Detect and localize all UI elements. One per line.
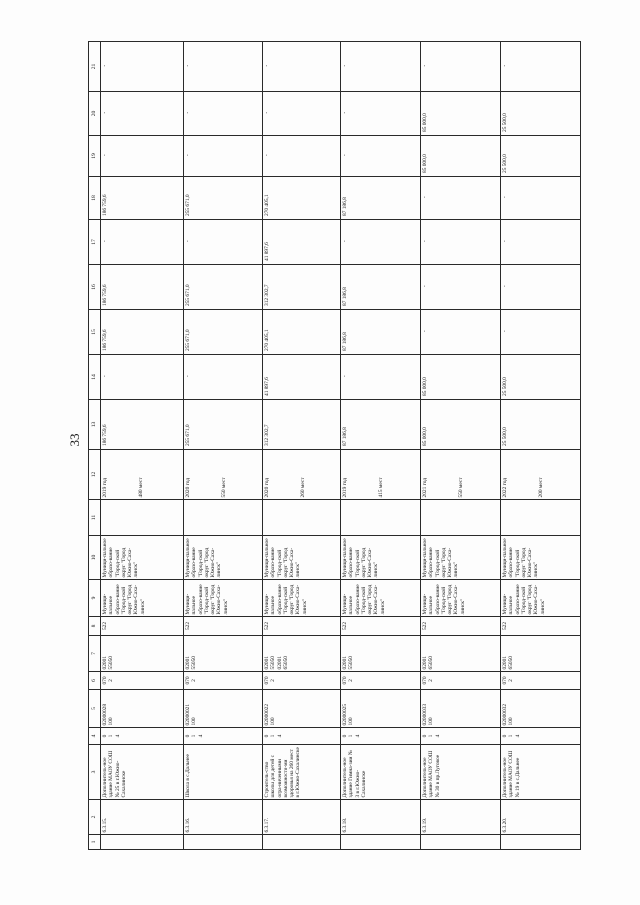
cell-col-17 [101,220,184,265]
cell-text: Муници-пальное образо-вание "Город-ской округ "Город Южно-Саха-линск" [102,538,140,578]
cell-text: - [422,240,428,243]
cell-col-20 [501,92,581,136]
cell-col-21 [341,42,421,92]
cell-col-12 [184,450,263,500]
cell-text: - [102,375,108,378]
cell-col-14 [263,355,341,400]
cell-col-20 [341,92,421,136]
column-number-14: 14 [89,355,101,400]
column-number-9: 9 [89,580,101,617]
cell-col-13 [263,400,341,450]
cell-col-16 [421,265,501,310]
cell-col-5 [501,690,581,728]
cell-text: 200 мест [538,477,545,498]
cell-text: 186 759,6 [102,194,108,216]
cell-col-6 [501,672,581,690]
cell-col-2 [184,800,263,835]
cell-col-18 [421,177,501,220]
cell-text: 014 [102,734,121,738]
cell-text: 0702 [185,676,198,685]
cell-col-12 [341,450,421,500]
cell-col-4 [421,728,501,745]
column-number-20: 20 [89,92,101,136]
cell-text: - [502,330,508,333]
cell-col-13 [101,400,184,450]
cell-text: 0702 [264,676,277,685]
cell-col-3 [341,745,421,800]
cell-text: 186 759,6 [102,329,108,351]
cell-col-2 [263,800,341,835]
cell-col-18 [184,177,263,220]
cell-col-8 [421,617,501,636]
cell-col-21 [184,42,263,92]
cell-text: 550 мест [458,477,465,498]
cell-col-10 [184,536,263,580]
column-number-12: 12 [89,450,101,500]
cell-text: - [502,64,508,67]
cell-col-21 [501,42,581,92]
cell-text: - [102,154,108,157]
cell-col-9 [184,580,263,617]
column-number-21: 21 [89,42,101,92]
cell-text: Дополнитель-ное здание МАОУ СОШ № 19 в с.Дальнее [502,750,521,798]
cell-text: 014 [264,734,283,738]
cell-col-6 [101,672,184,690]
cell-text: 2020 год [185,478,191,498]
cell-col-15 [341,310,421,355]
cell-text: 0702 [422,676,435,685]
cell-text: 85 000,0 [422,427,428,446]
cell-col-1 [101,835,184,850]
cell-col-17 [263,220,341,265]
cell-col-11 [101,500,184,536]
cell-text: 87 186,8 [342,427,348,446]
cell-col-5 [341,690,421,728]
cell-col-8 [101,617,184,636]
table-body [101,42,581,850]
cell-col-1 [263,835,341,850]
cell-col-2 [101,800,184,835]
cell-text: - [422,196,428,199]
cell-col-5 [263,690,341,728]
cell-text: - [102,64,108,67]
cell-col-16 [341,265,421,310]
cell-col-4 [501,728,581,745]
cell-text: - [342,64,348,67]
cell-col-18 [501,177,581,220]
cell-text: 014 [342,734,361,738]
table-row [263,42,341,850]
cell-col-4 [101,728,184,745]
cell-text: - [502,285,508,288]
cell-text: 6.3.18. [342,817,348,833]
cell-col-10 [263,536,341,580]
program-table [88,41,581,850]
cell-col-6 [421,672,501,690]
cell-text: 312 302,7 [264,424,270,446]
cell-col-20 [101,92,184,136]
cell-col-1 [421,835,501,850]
cell-text: 480 мест [138,477,145,498]
cell-text: - [264,154,270,157]
column-number-3: 3 [89,745,101,800]
cell-col-14 [421,355,501,400]
cell-text: 2020 год [264,478,270,498]
cell-text: Дополнитель-ное здание МАОУ СОШ № 30 в пр.Луговое [422,750,441,798]
cell-col-11 [263,500,341,536]
cell-text: Муници-пальное образо-вание "Город-ской округ "Город Южно-Саха-линск" [502,538,540,578]
cell-col-3 [501,745,581,800]
table-row [101,42,184,850]
cell-text: 02001 55050 [102,656,115,670]
cell-col-4 [263,728,341,745]
cell-text: - [422,64,428,67]
cell-col-8 [263,617,341,636]
cell-col-20 [421,92,501,136]
cell-text: Муници-пальное образо-вание "Город-ской округ "Город Южно-Саха-линск" [185,584,229,615]
cell-col-3 [101,745,184,800]
cell-text: - [185,64,191,67]
cell-text: 02000032 100 [502,703,515,726]
cell-col-17 [341,220,421,265]
cell-col-15 [421,310,501,355]
cell-text: 014 [502,734,521,738]
cell-col-12 [263,450,341,500]
cell-col-3 [263,745,341,800]
cell-text: 255 671,0 [185,284,191,306]
cell-text: - [185,154,191,157]
cell-text: - [342,111,348,114]
cell-text: - [185,375,191,378]
cell-col-8 [501,617,581,636]
cell-col-4 [341,728,421,745]
cell-text: 522 [502,621,508,631]
cell-col-14 [101,355,184,400]
column-number-7: 7 [89,636,101,672]
cell-text: Муници-пальное образо-вание "Город-ской округ "Город Южно-Саха-линск" [342,584,386,615]
table-row [184,42,263,850]
cell-text: 6.3.15. [102,817,108,833]
cell-col-19 [101,136,184,177]
cell-text: - [185,111,191,114]
table-row [421,42,501,850]
cell-col-11 [501,500,581,536]
cell-text: 0702 [342,676,355,685]
cell-text: 014 [185,734,204,738]
table-row [501,42,581,850]
cell-col-19 [184,136,263,177]
cell-text: 260 мест [300,477,307,498]
cell-col-2 [421,800,501,835]
cell-col-17 [421,220,501,265]
cell-text: 6.3.20. [502,817,508,833]
column-number-8: 8 [89,617,101,636]
cell-text: 270 405,1 [264,329,270,351]
cell-col-17 [184,220,263,265]
cell-col-3 [421,745,501,800]
cell-col-11 [341,500,421,536]
cell-text: Муници-пальное образо-вание "Город-ской округ "Город Южно-Саха-линск" [102,584,146,615]
column-number-2: 2 [89,800,101,835]
cell-col-2 [341,800,421,835]
cell-col-1 [184,835,263,850]
cell-text: Строитель-ство школы для детей с огра-ниченными возможностя-ми здоровья на 260 мест в г.Южно-Сахалинске [264,747,302,798]
cell-col-14 [184,355,263,400]
cell-text: 85 000,0 [422,154,428,173]
cell-col-18 [101,177,184,220]
cell-text: 255 671,0 [185,424,191,446]
cell-col-13 [184,400,263,450]
cell-text: - [422,285,428,288]
cell-text: - [342,154,348,157]
cell-col-10 [421,536,501,580]
cell-col-13 [501,400,581,450]
cell-text: 02001 65050 [422,656,435,670]
cell-col-6 [341,672,421,690]
cell-text: 02001 55050 [342,656,355,670]
cell-text: 270 405,1 [264,194,270,216]
cell-text: 25 500,0 [502,427,508,446]
cell-text: 014 [422,734,441,738]
cell-col-5 [421,690,501,728]
cell-col-14 [501,355,581,400]
cell-text: Муници-пальное образо-вание "Город-ской округ "Город Южно-Саха-линск" [342,538,380,578]
cell-text: 87 186,8 [342,197,348,216]
cell-text: Муници-пальное образо-вание "Город-ской округ "Город Южно-Саха-линск" [422,538,460,578]
cell-text: 312 302,7 [264,284,270,306]
column-number-18: 18 [89,177,101,220]
column-number-10: 10 [89,536,101,580]
cell-col-8 [184,617,263,636]
cell-text: - [422,330,428,333]
cell-text: 2022 год [502,478,508,498]
cell-col-2 [501,800,581,835]
cell-col-6 [263,672,341,690]
cell-text: 255 671,0 [185,194,191,216]
cell-text: 02000021 100 [185,703,198,726]
cell-col-3 [184,745,263,800]
table-row [341,42,421,850]
cell-text: 522 [185,621,191,631]
cell-col-7 [421,636,501,672]
cell-text: Муници-пальное образо-вание "Город-ской округ "Город Южно-Саха-линск" [264,584,308,615]
cell-col-10 [341,536,421,580]
cell-text: 186 759,6 [102,424,108,446]
cell-col-15 [184,310,263,355]
cell-text: 186 759,6 [102,284,108,306]
cell-col-12 [101,450,184,500]
column-number-15: 15 [89,310,101,355]
cell-col-19 [421,136,501,177]
cell-text: Муници-пальное образо-вание "Город-ской округ "Город Южно-Саха-линск" [264,538,302,578]
cell-col-15 [263,310,341,355]
column-number-1: 1 [89,835,101,850]
rotated-page [60,42,580,850]
cell-text: - [502,240,508,243]
cell-text: 522 [102,621,108,631]
cell-col-15 [501,310,581,355]
cell-text: 522 [422,621,428,631]
cell-text: 25 500,0 [502,113,508,132]
cell-text: - [102,111,108,114]
cell-text: 2019 год [102,478,108,498]
column-number-13: 13 [89,400,101,450]
cell-text: - [185,240,191,243]
column-number-4: 4 [89,728,101,745]
cell-col-20 [184,92,263,136]
cell-text: 41 897,6 [264,242,270,261]
page-number: 33 [67,433,82,447]
cell-text: Школа в с.Дальнее [185,754,191,798]
cell-text: Муници-пальное образо-вание "Город-ской округ "Город Южно-Саха-линск" [185,538,223,578]
cell-col-5 [101,690,184,728]
cell-text: 41 897,6 [264,377,270,396]
cell-col-9 [341,580,421,617]
cell-text: 85 000,0 [422,377,428,396]
cell-text: - [502,196,508,199]
cell-text: 522 [264,621,270,631]
header-row [89,42,101,850]
cell-text: 2019 год [342,478,348,498]
cell-col-4 [184,728,263,745]
column-number-19: 19 [89,136,101,177]
cell-text: 255 671,0 [185,329,191,351]
cell-text: Дополнитель-ное здание МАОУ СОШ № 25 в г.Южно-Сахалинске [102,750,127,798]
cell-col-9 [421,580,501,617]
column-number-16: 16 [89,265,101,310]
cell-col-7 [101,636,184,672]
cell-text: 415 мест [378,477,385,498]
cell-text: 85 000,0 [422,113,428,132]
cell-col-13 [421,400,501,450]
cell-text: 6.3.16. [185,817,191,833]
cell-text: Муници-пальное образо-вание "Город-ской округ "Город Южно-Саха-линск" [502,584,546,615]
cell-col-1 [501,835,581,850]
column-number-11: 11 [89,500,101,536]
cell-col-11 [421,500,501,536]
cell-text: - [264,64,270,67]
column-number-5: 5 [89,690,101,728]
cell-text: 550 мест [221,477,228,498]
cell-col-14 [341,355,421,400]
cell-text: 0702 [102,676,115,685]
cell-text: 87 186,8 [342,287,348,306]
cell-col-19 [501,136,581,177]
cell-text: - [264,111,270,114]
cell-col-21 [421,42,501,92]
cell-col-1 [341,835,421,850]
cell-col-15 [101,310,184,355]
cell-col-16 [184,265,263,310]
cell-text: Муници-пальное образо-вание "Город-ской округ "Город Южно-Саха-линск" [422,584,466,615]
cell-col-10 [501,536,581,580]
cell-text: 02000022 100 [264,703,277,726]
cell-col-17 [501,220,581,265]
cell-col-6 [184,672,263,690]
cell-col-11 [184,500,263,536]
cell-text: 02001 65050 [502,656,515,670]
cell-text: 87 186,8 [342,332,348,351]
column-number-17: 17 [89,220,101,265]
cell-text: 02000028 100 [102,703,115,726]
cell-col-16 [501,265,581,310]
cell-text: 02001 55050 [185,656,198,670]
cell-col-19 [341,136,421,177]
cell-col-7 [263,636,341,672]
cell-text: - [342,375,348,378]
cell-text: 6.3.17. [264,817,270,833]
cell-text: 02000033 100 [422,703,435,726]
cell-col-5 [184,690,263,728]
cell-text: - [342,240,348,243]
cell-text: 522 [342,621,348,631]
cell-col-12 [421,450,501,500]
cell-col-7 [341,636,421,672]
cell-text: 2021 год [422,478,428,498]
cell-col-19 [263,136,341,177]
cell-col-21 [263,42,341,92]
column-number-6: 6 [89,672,101,690]
cell-col-7 [501,636,581,672]
cell-col-13 [341,400,421,450]
cell-text: 25 500,0 [502,154,508,173]
cell-text: 0702 [502,676,515,685]
cell-col-10 [101,536,184,580]
cell-col-9 [263,580,341,617]
cell-col-8 [341,617,421,636]
cell-col-18 [263,177,341,220]
cell-col-12 [501,450,581,500]
cell-col-16 [101,265,184,310]
cell-col-20 [263,92,341,136]
cell-text: 02000025 100 [342,703,355,726]
cell-col-21 [101,42,184,92]
cell-col-9 [101,580,184,617]
cell-col-7 [184,636,263,672]
cell-text: Дополнитель-ное здание Гимна-зии № 3 в г.Южно-Сахалинске [342,750,367,798]
cell-text: 25 500,0 [502,377,508,396]
cell-col-18 [341,177,421,220]
cell-text: 6.3.19. [422,817,428,833]
cell-text: 02001 55050 02001 65050 [264,656,289,670]
cell-col-16 [263,265,341,310]
cell-col-9 [501,580,581,617]
cell-text: - [102,240,108,243]
